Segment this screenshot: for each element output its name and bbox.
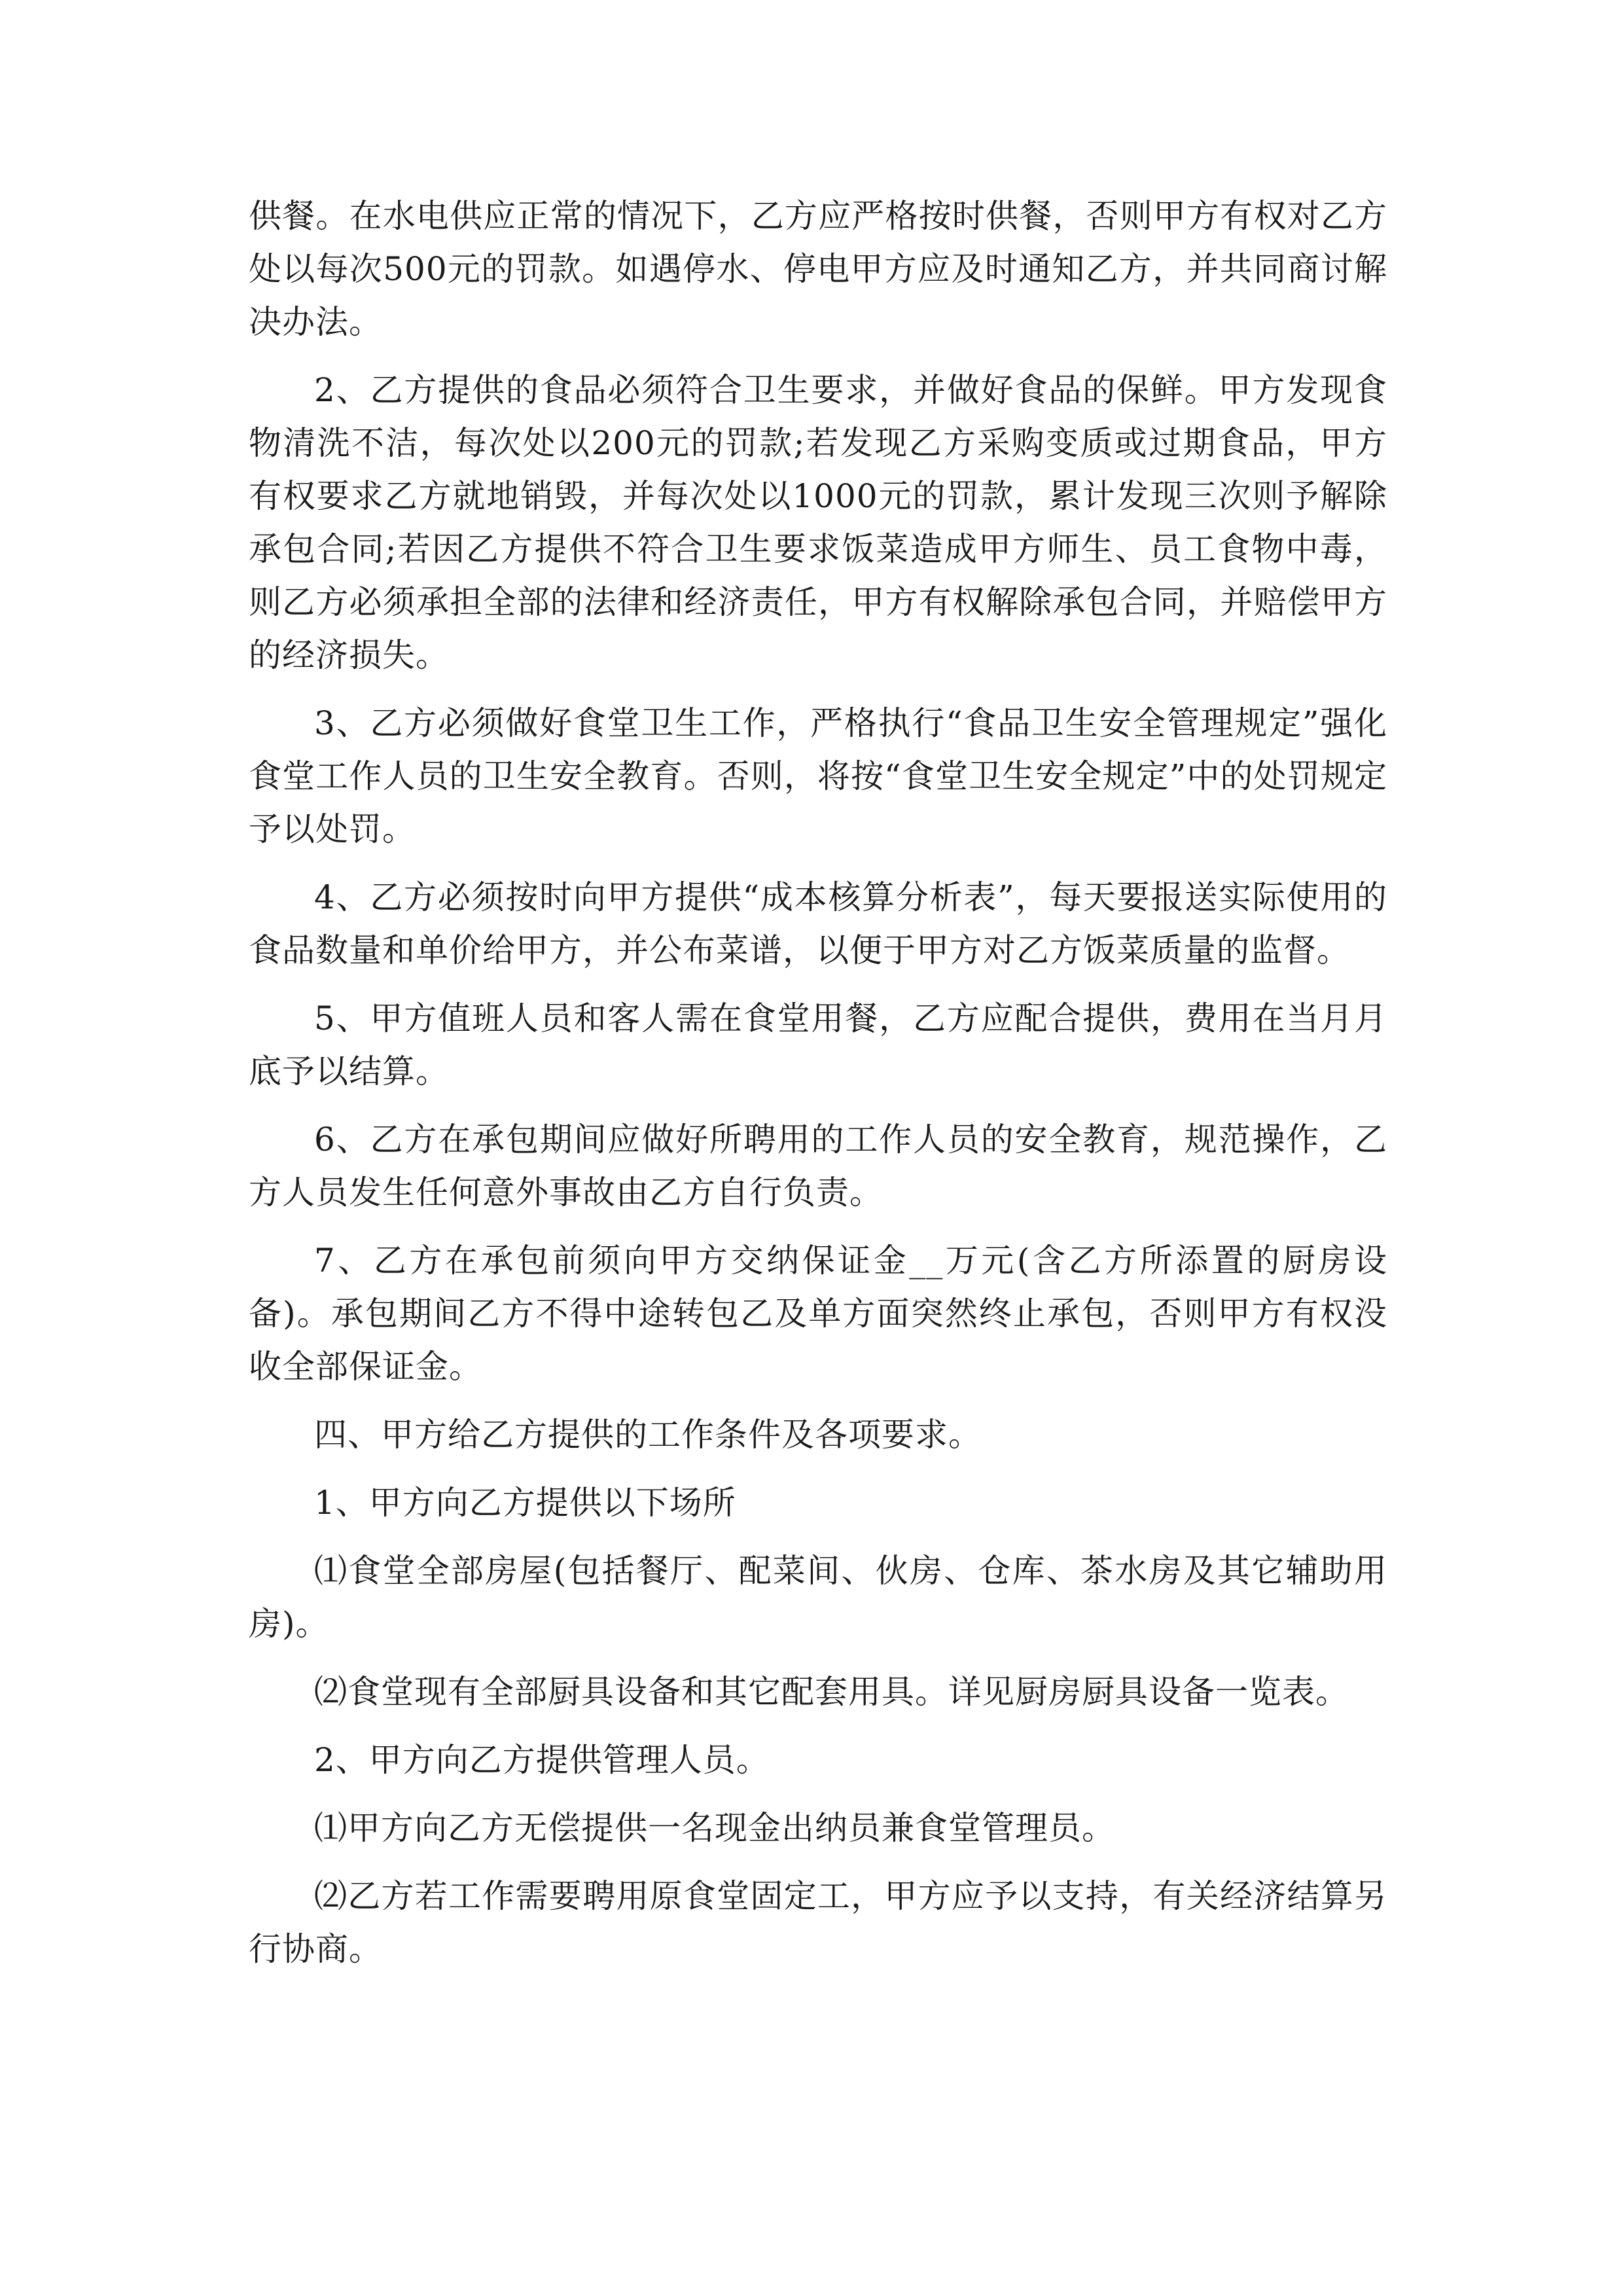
paragraph-item-2-managers: 2、甲方向乙方提供管理人员。 — [314, 1741, 770, 1779]
paragraph-clause-4-cost-report: 4、乙方必须按时向甲方提供“成本核算分析表”，每天要报送实际使用的食品数量和单价给甲方，并公布菜谱，以便于甲方对乙方饭菜质量的监督。 — [249, 878, 1387, 969]
paragraph-clause-2-food-hygiene: 2、乙方提供的食品必须符合卫生要求，并做好食品的保鲜。甲方发现食物清洗不洁，每次处以200元的罚款;若发现乙方采购变质或过期食品，甲方有权要求乙方就地销毁，并每次处以1000元的罚款，累计发现三次则予解除承包合同;若因乙方提供不符合卫生要求饭菜造成甲方师生、员工食物中毒，则乙方必须承担全部的法律和经济责任，甲方有权解除承包合同，并赔偿甲方的经济损失。 — [249, 371, 1387, 674]
paragraph-clause-7-deposit: 7、乙方在承包前须向甲方交纳保证金__万元(含乙方所添置的厨房设备)。承包期间乙方不得中途转包乙及单方面突然终止承包，否则甲方有权没收全部保证金。 — [249, 1242, 1387, 1386]
paragraph-subitem-1-cashier: ⑴甲方向乙方无偿提供一名现金出纳员兼食堂管理员。 — [314, 1809, 1115, 1847]
section-heading-4: 四、甲方给乙方提供的工作条件及各项要求。 — [314, 1416, 982, 1454]
paragraph-clause-5-staff-meals: 5、甲方值班人员和客人需在食堂用餐，乙方应配合提供，费用在当月月底予以结算。 — [249, 999, 1387, 1090]
document-page — [249, 190, 1387, 1991]
paragraph-item-1-premises: 1、甲方向乙方提供以下场所 — [314, 1484, 736, 1522]
paragraph-subitem-2-staff: ⑵乙方若工作需要聘用原食堂固定工，甲方应予以支持，有关经济结算另行协商。 — [249, 1877, 1387, 1968]
paragraph-clause-3-canteen-hygiene: 3、乙方必须做好食堂卫生工作，严格执行“食品卫生安全管理规定”强化食堂工作人员的卫生安全教育。否则，将按“食堂卫生安全规定”中的处罚规定予以处罚。 — [249, 704, 1387, 848]
paragraph-subitem-1-rooms: ⑴食堂全部房屋(包括餐厅、配菜间、伙房、仓库、茶水房及其它辅助用房)。 — [249, 1552, 1387, 1643]
paragraph-subitem-2-equipment: ⑵食堂现有全部厨具设备和其它配套用具。详见厨房厨具设备一览表。 — [314, 1673, 1349, 1711]
paragraph-water-power-supply: 供餐。在水电供应正常的情况下，乙方应严格按时供餐，否则甲方有权对乙方处以每次500元的罚款。如遇停水、停电甲方应及时通知乙方，并共同商讨解决办法。 — [249, 197, 1387, 341]
paragraph-clause-6-safety: 6、乙方在承包期间应做好所聘用的工作人员的安全教育，规范操作，乙方人员发生任何意外事故由乙方自行负责。 — [249, 1121, 1387, 1211]
